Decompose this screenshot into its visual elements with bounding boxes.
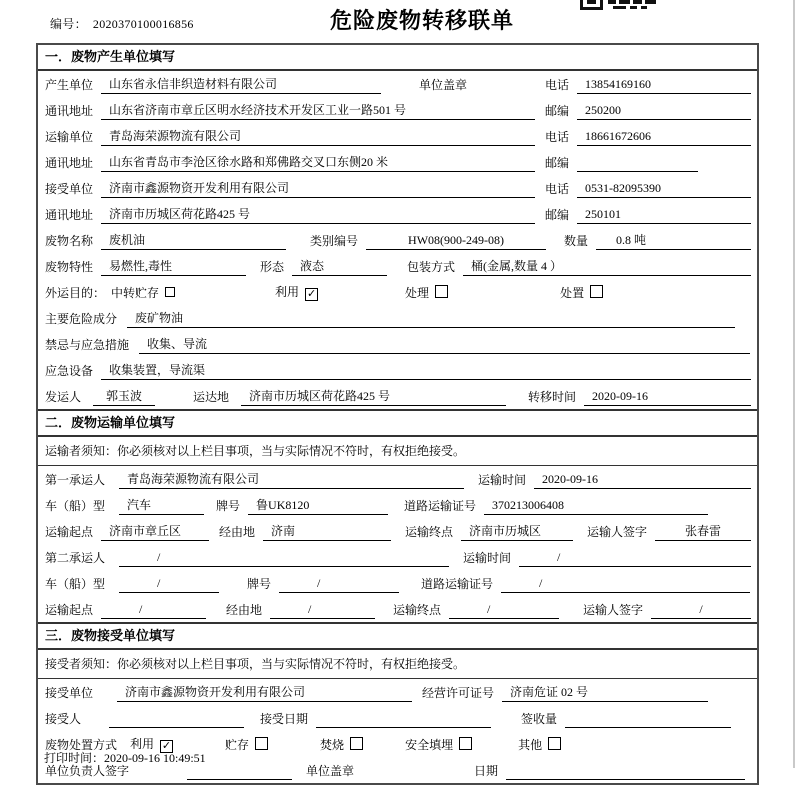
- terminal2-value: /: [449, 600, 559, 619]
- carrier2-vehicle-row: [38, 570, 757, 596]
- transporter-notice: 运输者须知：你必须核对以上栏目事项，当与实际情况不符时，有权拒绝接受。: [38, 437, 757, 466]
- purpose-row: [38, 279, 757, 305]
- page-title: 危险废物转移联单: [329, 8, 514, 33]
- vehicle2-type-value: /: [119, 574, 219, 593]
- waste-character-value: 易燃性,毒性: [101, 257, 246, 276]
- purpose-option-recycle: [275, 283, 318, 305]
- receiver-unit-row: [38, 175, 757, 201]
- vehicle-type-label: 车（船）型: [45, 499, 106, 513]
- via2-label: 经由地: [226, 603, 263, 617]
- via2-value: /: [270, 600, 375, 619]
- transporter-phone-label: 电话: [545, 130, 570, 144]
- origin2-value: /: [101, 600, 206, 619]
- origin2-label: 运输起点: [45, 603, 94, 617]
- manifest-form: [36, 43, 759, 785]
- license-label: 经营许可证号: [422, 686, 495, 700]
- shipper-value: 郭玉波: [93, 387, 155, 406]
- disposal-landfill-checkbox[interactable]: [459, 737, 472, 750]
- check-mark: ✓: [306, 287, 317, 300]
- emergency-measures-label: 禁忌与应急措施: [45, 338, 130, 352]
- shipper-label: 发运人: [45, 390, 82, 404]
- terminal-value: 济南市历城区: [461, 522, 573, 541]
- disposal-other-label: 其他: [518, 738, 543, 752]
- section3-header: 三．废物接受单位填写: [38, 622, 757, 650]
- disposal-incinerate-label: 焚烧: [320, 738, 345, 752]
- disposal-method-label: 废物处置方式: [45, 738, 118, 752]
- disposal-incinerate-checkbox[interactable]: [350, 737, 363, 750]
- purpose-transfer-storage-label: 中转贮存: [111, 286, 160, 300]
- vehicle-type-value: 汽车: [119, 496, 204, 515]
- shipper-row: [38, 383, 757, 409]
- license-value: 济南危证 02 号: [502, 683, 708, 702]
- transporter-phone-value: 18661672606: [577, 127, 751, 146]
- disposal-option-landfill: [405, 736, 472, 757]
- carrier2-sign-value: /: [651, 600, 751, 619]
- carrier2-sign-label: 运输人签字: [583, 603, 644, 617]
- road-permit-label: 道路运输证号: [404, 499, 477, 513]
- disposal-storage-checkbox[interactable]: [255, 737, 268, 750]
- purpose-dispose-checkbox[interactable]: [590, 285, 603, 298]
- receiver-phone-label: 电话: [545, 182, 570, 196]
- receiver-seal-label: 单位盖章: [306, 764, 355, 778]
- origin-value: 济南市章丘区: [101, 522, 209, 541]
- road2-permit-value: /: [501, 574, 750, 593]
- via-label: 经由地: [219, 525, 256, 539]
- print-time-value: 2020-09-16 10:49:51: [104, 751, 206, 765]
- carrier1-value: 青岛海荣源物流有限公司: [119, 470, 464, 489]
- purpose-dispose-label: 处置: [560, 286, 585, 300]
- emergency-equipment-label: 应急设备: [45, 364, 94, 378]
- emergency-measures-row: [38, 331, 757, 357]
- vehicle2-type-label: 车（船）型: [45, 577, 106, 591]
- emergency-equipment-row: [38, 357, 757, 383]
- disposal-option-storage: [225, 736, 268, 757]
- transporter-zip-value: [577, 153, 698, 172]
- disposal-recycle-label: 利用: [130, 737, 155, 751]
- seal-date-label: 日期: [474, 764, 499, 778]
- carrier1-time-label: 运输时间: [478, 473, 527, 487]
- carrier1-time-value: 2020-09-16: [534, 470, 751, 489]
- transfer-time-label: 转移时间: [528, 390, 577, 404]
- unit-seal-label: 单位盖章: [419, 78, 468, 92]
- purpose-recycle-checkbox[interactable]: [305, 288, 318, 301]
- seal-date-value: [506, 761, 745, 780]
- via-value: 济南: [263, 522, 391, 541]
- receiver-zip-value: 250101: [577, 205, 751, 224]
- carrier1-label: 第一承运人: [45, 473, 106, 487]
- carrier2-route-row: [38, 596, 757, 622]
- waste-name-value: 废机油: [101, 231, 286, 250]
- transporter-unit-value: 青岛海荣源物流有限公司: [101, 127, 535, 146]
- plate-number-label: 牌号: [216, 499, 241, 513]
- receiver-unit-value: 济南市鑫源物资开发利用有限公司: [101, 179, 535, 198]
- received-qty-label: 签收量: [521, 712, 558, 726]
- check-mark: ✓: [161, 739, 172, 752]
- receiving-unit-row: [38, 679, 757, 705]
- purpose-option-treat: [405, 284, 448, 305]
- category-code-label: 类别编号: [310, 234, 359, 248]
- quantity-value: 0.8 吨: [596, 231, 751, 250]
- section1-header: 一．废物产生单位填写: [38, 45, 757, 71]
- destination-label: 运达地: [193, 390, 230, 404]
- purpose-transfer-storage-checkbox[interactable]: [165, 287, 175, 297]
- carrier2-value: /: [119, 548, 449, 567]
- plate2-number-value: /: [279, 574, 399, 593]
- recipient-row: [38, 705, 757, 731]
- disposal-option-other: [518, 736, 561, 757]
- disposal-other-checkbox[interactable]: [548, 737, 561, 750]
- purpose-recycle-label: 利用: [275, 285, 300, 299]
- producer-address-label: 通讯地址: [45, 104, 94, 118]
- producer-zip-label: 邮编: [545, 104, 570, 118]
- disposal-storage-label: 贮存: [225, 738, 250, 752]
- quantity-label: 数量: [564, 234, 589, 248]
- receiver-unit-label: 接受单位: [45, 182, 94, 196]
- hazard-component-value: 废矿物油: [127, 309, 735, 328]
- road2-permit-label: 道路运输证号: [421, 577, 494, 591]
- transporter-address-row: [38, 149, 757, 175]
- hazard-component-label: 主要危险成分: [45, 312, 118, 326]
- print-time-label: 打印时间：: [44, 751, 105, 765]
- receiving-unit-value: 济南市鑫源物资开发利用有限公司: [117, 683, 412, 702]
- print-time: [44, 749, 206, 766]
- producer-phone-label: 电话: [545, 78, 570, 92]
- waste-name-label: 废物名称: [45, 234, 94, 248]
- purpose-option-transfer-storage: [111, 284, 175, 305]
- purpose-option-dispose: [560, 284, 603, 305]
- transporter-unit-label: 运输单位: [45, 130, 94, 144]
- carrier-sign-value: 张春雷: [655, 522, 751, 541]
- form-state-label: 形态: [260, 260, 285, 274]
- recipient-value: [109, 709, 244, 728]
- carrier2-time-label: 运输时间: [463, 551, 512, 565]
- hazard-component-row: [38, 305, 757, 331]
- purpose-label: 外运目的：: [45, 286, 106, 300]
- carrier2-row: [38, 544, 757, 570]
- emergency-equipment-value: 收集装置，导流渠: [101, 361, 751, 380]
- recipient-label: 接受人: [45, 712, 82, 726]
- producer-unit-row: [38, 71, 757, 97]
- transporter-unit-row: [38, 123, 757, 149]
- terminal-label: 运输终点: [405, 525, 454, 539]
- doc-number-label: 编号：: [50, 17, 87, 31]
- receiver-phone-value: 0531-82095390: [577, 179, 751, 198]
- carrier-sign-label: 运输人签字: [587, 525, 648, 539]
- plate-number-value: 鲁UK8120: [248, 496, 388, 515]
- transporter-zip-label: 邮编: [545, 156, 570, 170]
- transfer-time-value: 2020-09-16: [584, 387, 751, 406]
- category-code-value: HW08(900-249-08): [366, 231, 546, 250]
- waste-name-row: [38, 227, 757, 253]
- disposal-landfill-label: 安全填埋: [405, 738, 454, 752]
- destination-value: 济南市历城区荷花路425 号: [241, 387, 506, 406]
- receiving-unit-label: 接受单位: [45, 686, 94, 700]
- waste-character-row: [38, 253, 757, 279]
- receiver-address-row: [38, 201, 757, 227]
- transporter-address-value: 山东省青岛市李沧区徐水路和郑佛路交叉口东侧20 米: [101, 153, 535, 172]
- producer-address-value: 山东省济南市章丘区明水经济技术开发区工业一路501 号: [101, 101, 535, 120]
- purpose-treat-label: 处理: [405, 286, 430, 300]
- doc-number-value: 2020370100016856: [92, 17, 194, 31]
- received-qty-value: [565, 709, 731, 728]
- form-state-value: 液态: [292, 257, 387, 276]
- waste-character-label: 废物特性: [45, 260, 94, 274]
- terminal2-label: 运输终点: [393, 603, 442, 617]
- carrier1-vehicle-row: [38, 492, 757, 518]
- qr-code-fragment: [580, 0, 656, 10]
- plate2-number-label: 牌号: [247, 577, 272, 591]
- receiver-zip-label: 邮编: [545, 208, 570, 222]
- emergency-measures-value: 收集、导流: [139, 335, 750, 354]
- receiver-address-value: 济南市历城区荷花路425 号: [101, 205, 535, 224]
- receive-date-label: 接受日期: [260, 712, 309, 726]
- carrier1-route-row: [38, 518, 757, 544]
- receiver-address-label: 通讯地址: [45, 208, 94, 222]
- leader-sign-label: 单位负责人签字: [45, 764, 130, 778]
- producer-address-row: [38, 97, 757, 123]
- packing-label: 包装方式: [407, 260, 456, 274]
- carrier1-row: [38, 466, 757, 492]
- receive-date-value: [316, 709, 491, 728]
- carrier2-label: 第二承运人: [45, 551, 106, 565]
- road-permit-value: 370213006408: [484, 496, 708, 515]
- producer-phone-value: 13854169160: [577, 75, 751, 94]
- carrier2-time-value: /: [519, 548, 751, 567]
- producer-unit-label: 产生单位: [45, 78, 94, 92]
- section2-header: 二．废物运输单位填写: [38, 409, 757, 437]
- producer-zip-value: 250200: [577, 101, 751, 120]
- transporter-address-label: 通讯地址: [45, 156, 94, 170]
- purpose-treat-checkbox[interactable]: [435, 285, 448, 298]
- receiver-notice: 接受者须知：你必须核对以上栏目事项，当与实际情况不符时，有权拒绝接受。: [38, 650, 757, 679]
- packing-value: 桶(金属,数量 4 ）: [463, 257, 751, 276]
- origin-label: 运输起点: [45, 525, 94, 539]
- window-right-edge: [793, 0, 795, 768]
- producer-unit-value: 山东省永信非织造材料有限公司: [101, 75, 381, 94]
- disposal-option-incinerate: [320, 736, 363, 757]
